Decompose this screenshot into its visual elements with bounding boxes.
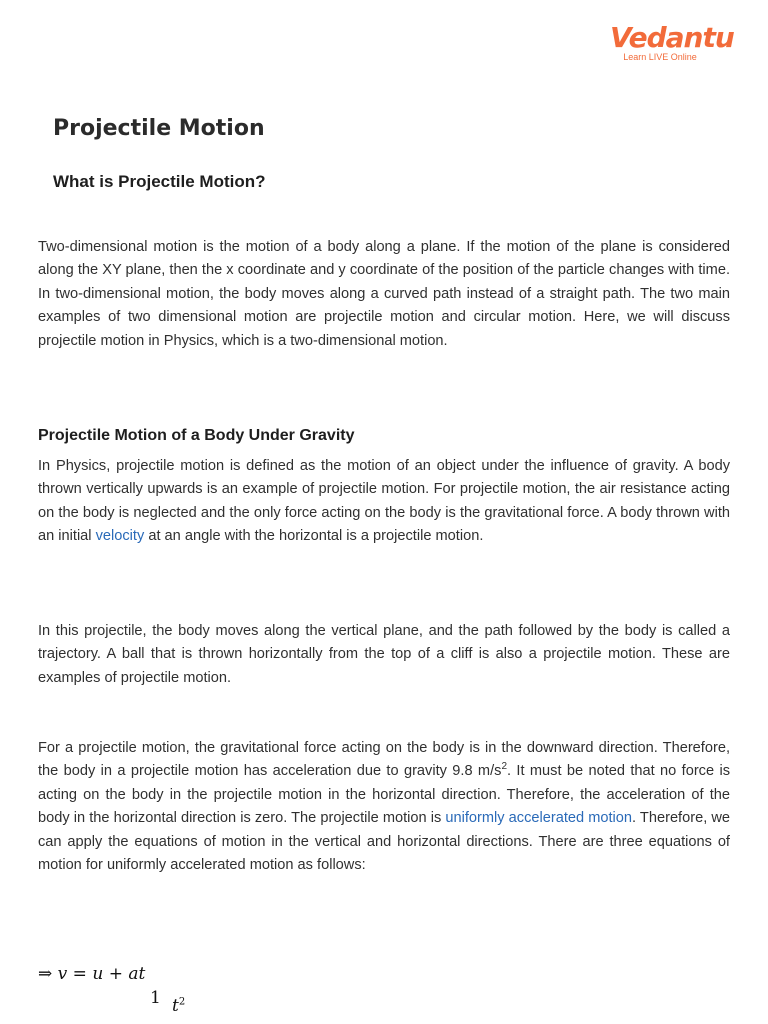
gravity-paragraph-2: In this projectile, the body moves along the vertical plane, and the path followed by the body is called a trajectory. A ball that is thrown horizontally from the top of a cliff is also a projectile motion. These are examples of projectile motion. xyxy=(38,623,730,686)
text-span: For a projectile motion, the gravitational force acting on the body is in the downward direction. Therefore, the body in a projectile motion has acceleration due to gravity 9.8 m/s xyxy=(38,740,730,780)
logo-tagline: Learn LIVE Online xyxy=(623,52,697,62)
section-heading-under-gravity: Projectile Motion of a Body Under Gravity xyxy=(38,427,355,444)
section-heading-what-is: What is Projectile Motion? xyxy=(53,172,266,191)
eq-var-u: u xyxy=(92,964,104,984)
equation-2-numerator: 1 xyxy=(150,988,161,1008)
gravity-paragraph-1 xyxy=(38,455,730,549)
eq-var-at: at xyxy=(128,964,146,984)
implies-arrow: ⇒ xyxy=(38,964,53,984)
eq-plus: + xyxy=(108,964,123,984)
text-span: . It must be noted that no force is acting on the body in the projectile motion in the horizontal direction. Therefore, the acceleration of the body in the horizontal direction is zero. The projectile motion is xyxy=(38,763,730,827)
uniformly-accelerated-motion-link[interactable]: uniformly accelerated motion xyxy=(445,810,633,827)
velocity-link[interactable]: velocity xyxy=(95,528,145,545)
eq-equals: = xyxy=(72,964,87,984)
eq-var-v: v xyxy=(57,964,68,984)
eq-var-t: t xyxy=(172,996,179,1016)
gravity-paragraph-3 xyxy=(38,737,730,877)
page-title: Projectile Motion xyxy=(53,116,265,141)
logo-wordmark: Vedantu xyxy=(610,21,734,54)
text-span: In Physics, projectile motion is defined as the motion of an object under the influence of gravity. A body thrown vertically upwards is an example of projectile motion. For projectile motion, the air resistance acting on the body is neglected and the only force acting on the body is the gravitational force. A body thrown with an initial xyxy=(38,458,730,545)
text-span: . Therefore, we can apply the equations of motion in the vertical and horizontal directions. There are three equations of motion for uniformly accelerated motion as follows: xyxy=(38,810,731,874)
intro-paragraph: Two-dimensional motion is the motion of a body along a plane. If the motion of the plane is considered along the XY plane, then the x coordinate and y coordinate of the position of the particle changes with time. In two-dimensional motion, the body moves along a curved path instead of a straight path. The two main examples of two dimensional motion are projectile motion and circular motion. Here, we will discuss projectile motion in Physics, which is a two-dimensional motion. xyxy=(38,239,730,349)
text-span: at an angle with the horizontal is a projectile motion. xyxy=(144,528,484,545)
superscript: 2 xyxy=(501,761,508,773)
equation-2-term xyxy=(172,996,185,1016)
equation-1 xyxy=(38,964,145,984)
vedantu-logo xyxy=(610,21,734,62)
eq-superscript: 2 xyxy=(178,996,186,1008)
